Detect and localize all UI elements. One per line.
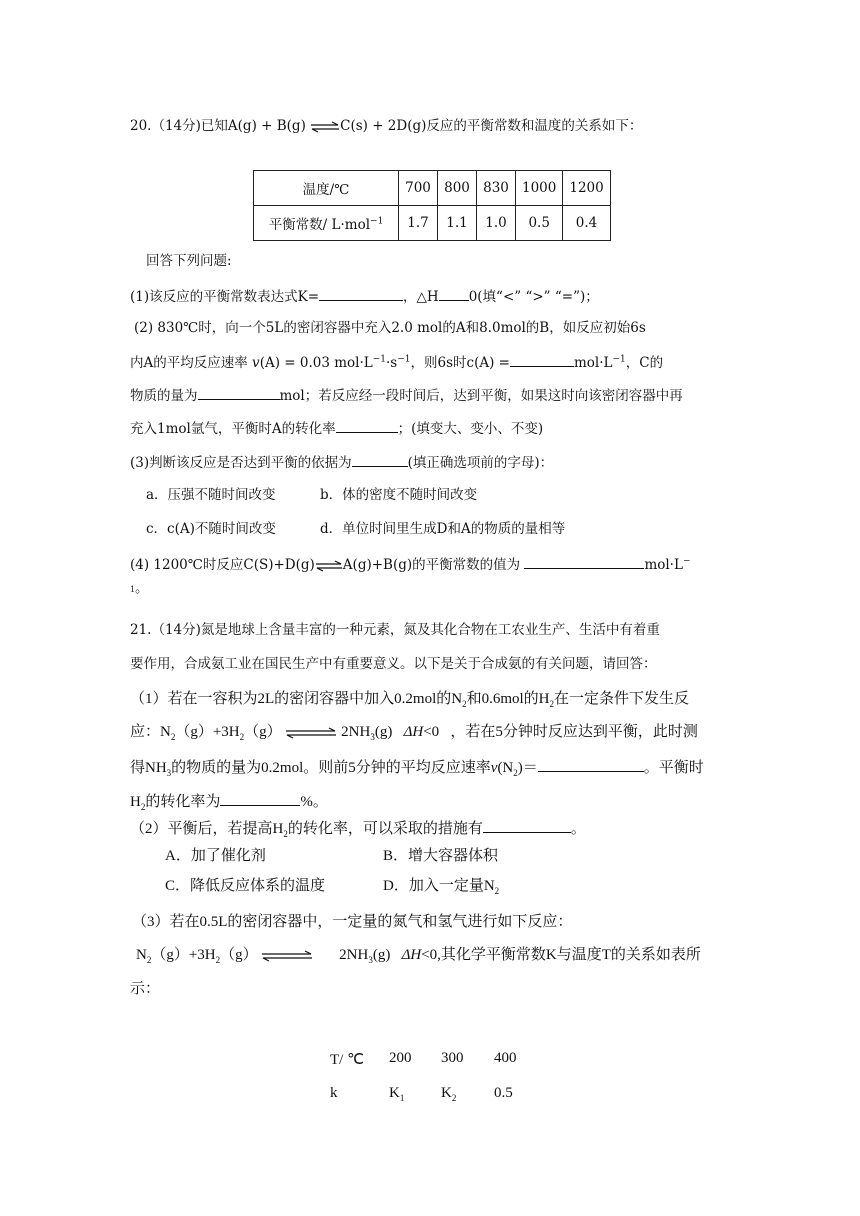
text: )＝ bbox=[517, 760, 538, 776]
superscript: −1 bbox=[397, 354, 411, 365]
table-cell: 1000 bbox=[516, 171, 563, 206]
text: A(g)+B(g)的平衡常数的值为 bbox=[342, 557, 521, 573]
answer-blank[interactable] bbox=[220, 790, 300, 806]
table2-cell-k2 bbox=[441, 1085, 456, 1102]
table-cell: 1.1 bbox=[438, 206, 477, 241]
q21-part1-line3 bbox=[130, 756, 704, 778]
text: (N bbox=[497, 760, 514, 776]
q20-part2-line1: (2) 830℃时，向一个5L的密闭容器中充入2.0 mol的A和8.0mol的B，如反应初始6s bbox=[134, 320, 646, 336]
table-row bbox=[254, 206, 611, 241]
q20-part2-line4 bbox=[130, 417, 543, 439]
answer-blank[interactable] bbox=[510, 351, 574, 367]
q20-part3 bbox=[130, 451, 553, 473]
text: %。 bbox=[300, 794, 328, 810]
table-cell: 1.0 bbox=[477, 206, 516, 241]
q21-part2 bbox=[130, 817, 586, 839]
text: K bbox=[441, 1085, 452, 1101]
text: 应：N bbox=[130, 724, 171, 740]
table-cell: 1200 bbox=[563, 171, 610, 206]
text: 。 bbox=[135, 581, 149, 596]
text: 在一定条件下发生反 bbox=[554, 691, 690, 707]
option-a[interactable]: a．压强不随时间改变 bbox=[146, 487, 276, 503]
text: ，则6s时c(A) = bbox=[410, 355, 510, 371]
text: <0 ，若在5分钟时反应达到平衡，此时测 bbox=[423, 724, 698, 740]
q20-part4 bbox=[130, 553, 691, 575]
text: mol；若反应经一段时间后，达到平衡，如果这时向该密闭容器中再 bbox=[279, 388, 683, 404]
text: 2NH bbox=[339, 947, 369, 963]
table2-row-label: k bbox=[330, 1085, 338, 1101]
q20-part2-line2 bbox=[130, 351, 663, 373]
table2-cell-k1 bbox=[389, 1085, 404, 1102]
table-cell: 0.5 bbox=[516, 206, 563, 241]
subscript: 2 bbox=[239, 732, 245, 742]
equilibrium-arrow-icon bbox=[285, 727, 337, 739]
q20-constant-table bbox=[253, 170, 611, 241]
option-d[interactable]: d．单位时间里生成D和A的物质的量相等 bbox=[320, 521, 566, 537]
text: 的转化率，可以采取的措施有 bbox=[287, 821, 483, 837]
text: （1）若在一容积为2L的密闭容器中加入0.2mol的N bbox=[130, 691, 463, 707]
text: 内A的平均反应速率 bbox=[130, 355, 253, 371]
option-C[interactable]: C．降低反应体系的温度 bbox=[165, 878, 326, 894]
table-cell: 1.7 bbox=[399, 206, 438, 241]
q21-part1-line4 bbox=[130, 790, 328, 812]
row-label: 平衡常数/ L·mol bbox=[268, 217, 371, 233]
answer-blank[interactable] bbox=[352, 451, 408, 467]
equilibrium-arrow-icon bbox=[315, 560, 343, 572]
answer-blank[interactable] bbox=[319, 285, 403, 301]
text: mol·L bbox=[573, 355, 613, 371]
answer-blank[interactable] bbox=[483, 817, 571, 833]
subscript: 3 bbox=[368, 955, 373, 965]
text: 2NH bbox=[341, 724, 371, 740]
text: (A) = 0.03 mol·L bbox=[259, 355, 373, 371]
text: K bbox=[389, 1085, 400, 1101]
text: 的转化率为 bbox=[145, 794, 221, 810]
subscript: 2 bbox=[140, 802, 146, 812]
text: (g) bbox=[372, 947, 402, 963]
equilibrium-arrow-icon bbox=[261, 950, 313, 962]
rate-symbol: v bbox=[490, 760, 498, 776]
text: 充入1mol氩气，平衡时A的转化率 bbox=[130, 421, 336, 437]
q21-part1-line2 bbox=[130, 722, 698, 742]
text: 和0.6mol的H bbox=[466, 691, 550, 707]
q20-part4-wrap bbox=[130, 581, 149, 596]
text: （2）平衡后，若提高H bbox=[130, 821, 284, 837]
table-cell: 温度/℃ bbox=[254, 171, 399, 206]
text: H bbox=[130, 794, 141, 810]
option-c[interactable]: c．c(A)不随时间改变 bbox=[146, 521, 276, 537]
text: ，C的 bbox=[625, 355, 664, 371]
q21-part1-line1 bbox=[130, 689, 689, 709]
option-B[interactable]: B．增大容器体积 bbox=[383, 848, 499, 864]
answer-blank[interactable] bbox=[198, 384, 280, 400]
answer-blank[interactable] bbox=[439, 285, 469, 301]
text: （g） bbox=[244, 724, 282, 740]
equilibrium-arrow-icon bbox=[310, 121, 340, 133]
text: (填正确选项前的字母)： bbox=[407, 455, 554, 471]
q21-part3-line3: 示： bbox=[130, 981, 161, 997]
option-A[interactable]: A．加了催化剂 bbox=[165, 848, 266, 864]
subscript: 2 bbox=[146, 955, 152, 965]
text: ·s bbox=[386, 355, 398, 371]
subscript: 2 bbox=[513, 768, 518, 778]
text: 。 bbox=[570, 821, 586, 837]
text: 物质的量为 bbox=[130, 388, 198, 404]
q21-part3-line2 bbox=[136, 945, 701, 965]
text: （g）+3H bbox=[175, 724, 240, 740]
text: (4) 1200℃时反应C(S)+D(g) bbox=[130, 557, 315, 573]
table-cell: 830 bbox=[477, 171, 516, 206]
rate-symbol: v bbox=[252, 355, 260, 371]
q20-p1-text-c: 0(填“<” “>” “=”)； bbox=[468, 289, 599, 305]
table-cell: 800 bbox=[438, 171, 477, 206]
subscript: 2 bbox=[283, 829, 288, 839]
table2-header-200: 200 bbox=[389, 1050, 412, 1066]
subscript: 1 bbox=[399, 1093, 405, 1103]
row-label-sup: −1 bbox=[370, 216, 384, 227]
text: <0,其化学平衡常数K与温度T的关系如表所 bbox=[421, 947, 701, 963]
text: （g） bbox=[220, 947, 258, 963]
superscript: −1 bbox=[612, 354, 626, 365]
option-D[interactable] bbox=[383, 876, 499, 896]
text: 1 bbox=[130, 585, 136, 594]
q21-part3-line1: （3）若在0.5L的密闭容器中，一定量的氮气和氢气进行如下反应： bbox=[132, 914, 573, 930]
text: mol·L bbox=[644, 557, 683, 573]
enthalpy-symbol: ΔH bbox=[403, 724, 424, 740]
superscript: −1 bbox=[372, 354, 386, 365]
answer-blank[interactable] bbox=[538, 756, 644, 772]
table-cell: 700 bbox=[399, 171, 438, 206]
text: (g) bbox=[374, 724, 404, 740]
q21-intro-line1: 21.（14分)氮是地球上含量丰富的一种元素，氮及其化合物在工农业生产、生活中有着重 bbox=[130, 622, 660, 638]
text: 的物质的量为0.2mol。则前5分钟的平均反应速率 bbox=[171, 760, 491, 776]
subscript: 2 bbox=[170, 732, 176, 742]
option-b[interactable]: b．体的密度不随时间改变 bbox=[320, 487, 478, 503]
table2-cell-k3: 0.5 bbox=[494, 1085, 513, 1101]
table2-header-t: T/ ℃ bbox=[330, 1052, 364, 1068]
subscript: 2 bbox=[451, 1093, 457, 1103]
q20-p1-text: (1)该反应的平衡常数表达式K= bbox=[130, 289, 320, 305]
subscript: 3 bbox=[166, 768, 172, 778]
text: ；(填变大、变小、不变) bbox=[397, 421, 544, 437]
text: （g）+3H bbox=[151, 947, 216, 963]
q20-intro-rest: C(s) + 2D(g)反应的平衡常数和温度的关系如下： bbox=[340, 118, 643, 134]
enthalpy-symbol: ΔH bbox=[401, 947, 422, 963]
q20-part2-line3 bbox=[130, 384, 683, 406]
text: 得NH bbox=[130, 760, 167, 776]
table2-header-400: 400 bbox=[494, 1050, 517, 1066]
text: D．加入一定量N bbox=[383, 878, 495, 894]
subscript: 2 bbox=[494, 886, 500, 896]
q20-p1-text-b: ，△H bbox=[403, 289, 439, 305]
q20-intro bbox=[130, 116, 642, 136]
subscript: 2 bbox=[215, 955, 221, 965]
q20-part1 bbox=[130, 285, 599, 307]
answer-prompt: 回答下列问题: bbox=[146, 253, 232, 269]
answer-blank[interactable] bbox=[524, 553, 644, 569]
text: (3)判断该反应是否达到平衡的依据为 bbox=[130, 455, 352, 471]
text: N bbox=[136, 947, 147, 963]
table-row bbox=[254, 171, 611, 206]
subscript: 2 bbox=[549, 699, 555, 709]
table-cell: 0.4 bbox=[563, 206, 610, 241]
q20-intro-text: 20.（14分)已知A(g) + B(g) bbox=[130, 118, 311, 134]
subscript: 3 bbox=[370, 732, 375, 742]
table-cell bbox=[254, 206, 399, 241]
q21-intro-line2: 要作用，合成氨工业在国民生产中有重要意义。以下是关于合成氨的有关问题，请回答： bbox=[130, 656, 657, 672]
superscript: − bbox=[682, 556, 691, 567]
table2-header-300: 300 bbox=[441, 1050, 464, 1066]
text: 。平衡时 bbox=[643, 760, 704, 776]
subscript: 2 bbox=[462, 699, 467, 709]
answer-blank[interactable] bbox=[336, 417, 398, 433]
